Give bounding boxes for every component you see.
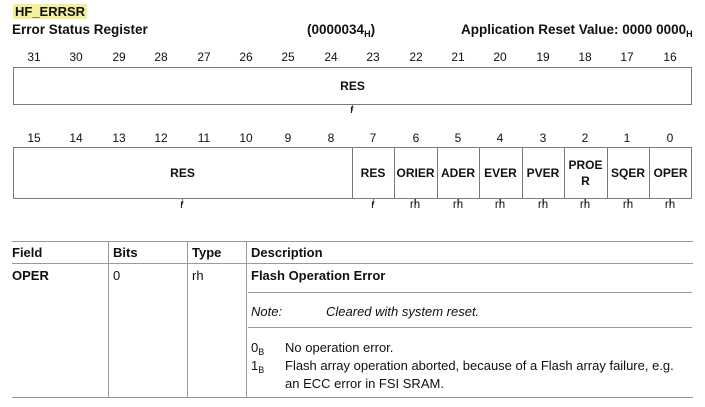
table-header-description: Description bbox=[251, 245, 323, 260]
bit-number: 9 bbox=[284, 131, 292, 145]
bit-number: 10 bbox=[239, 131, 253, 145]
field-res-upper: RES bbox=[340, 79, 365, 93]
bit-number: 22 bbox=[409, 50, 423, 64]
field-oper: OPER bbox=[653, 166, 688, 180]
reset-value: Application Reset Value: 0000 $0000_H$ bbox=[461, 22, 693, 39]
access-oper: rh bbox=[664, 199, 676, 211]
bit-number: 23 bbox=[366, 50, 380, 64]
note-bottom-rule bbox=[248, 327, 692, 328]
access-res-lower: r bbox=[180, 199, 184, 211]
table-column-divider bbox=[246, 241, 247, 398]
value-1-label: $1_B$ bbox=[251, 358, 265, 375]
access-ever: rh bbox=[494, 199, 506, 211]
field-res-lower: RES bbox=[170, 166, 195, 180]
bit-number: 15 bbox=[27, 131, 41, 145]
access-pver: rh bbox=[537, 199, 549, 211]
table-cell-field: OPER bbox=[12, 268, 49, 283]
description-title: Flash Operation Error bbox=[251, 268, 386, 283]
bit-number: 30 bbox=[69, 50, 83, 64]
access-proer: rh bbox=[579, 199, 591, 211]
table-header-rule bbox=[12, 263, 693, 264]
bit-number: 8 bbox=[327, 131, 335, 145]
value-0-text: No operation error. bbox=[285, 340, 394, 355]
bit-number: 7 bbox=[369, 131, 377, 145]
bit-number: 19 bbox=[536, 50, 550, 64]
bit-number: 0 bbox=[666, 131, 674, 145]
field-ader: ADER bbox=[440, 166, 475, 180]
bit-number: 21 bbox=[451, 50, 465, 64]
bit-number: 17 bbox=[620, 50, 634, 64]
register-short-name: HF_ERRSR bbox=[15, 4, 86, 19]
bit-number: 5 bbox=[454, 131, 462, 145]
table-header-type: Type bbox=[192, 245, 222, 260]
bit-number: 14 bbox=[69, 131, 83, 145]
bit-number: 20 bbox=[493, 50, 507, 64]
table-column-divider bbox=[108, 241, 109, 398]
field-res-bit7: RES bbox=[360, 166, 386, 180]
bit-number: 18 bbox=[578, 50, 592, 64]
value-0-label: $0_B$ bbox=[251, 340, 265, 357]
bit-number: 1 bbox=[623, 131, 631, 145]
bit-number: 29 bbox=[112, 50, 126, 64]
access-ader: rh bbox=[452, 199, 464, 211]
value-1-text-line1: Flash array operation aborted, because of a Flash array failure, e.g. bbox=[285, 358, 674, 373]
bit-number: 13 bbox=[112, 131, 126, 145]
bit-number: 16 bbox=[663, 50, 677, 64]
access-res-bit7: r bbox=[371, 199, 375, 211]
bit-number: 6 bbox=[412, 131, 420, 145]
note-top-rule bbox=[248, 292, 692, 293]
bit-number: 26 bbox=[239, 50, 253, 64]
table-header-bits: Bits bbox=[113, 245, 138, 260]
bit-number: 27 bbox=[197, 50, 211, 64]
bit-number: 31 bbox=[27, 50, 41, 64]
field-sqer: SQER bbox=[610, 166, 645, 180]
note-label: Note: bbox=[251, 304, 283, 319]
bit-number: 12 bbox=[154, 131, 168, 145]
bit-number: 11 bbox=[197, 131, 211, 145]
access-res-upper: r bbox=[350, 104, 354, 116]
bit-number: 25 bbox=[281, 50, 295, 64]
bit-number: 24 bbox=[324, 50, 338, 64]
table-header-field: Field bbox=[12, 245, 43, 260]
bit-number: 3 bbox=[539, 131, 547, 145]
bit-number: 2 bbox=[581, 131, 589, 145]
field-proer: PROE R bbox=[568, 158, 603, 188]
access-orier: rh bbox=[409, 199, 421, 211]
register-address: $(0000034_H)$ bbox=[307, 22, 376, 39]
table-column-divider bbox=[187, 241, 188, 398]
field-pver: PVER bbox=[526, 166, 560, 180]
bit-number: 4 bbox=[496, 131, 504, 145]
table-cell-bits: 0 bbox=[113, 268, 121, 283]
table-top-rule bbox=[12, 241, 693, 242]
register-name: Error Status Register bbox=[12, 22, 148, 37]
value-1-text-line2: an ECC error in FSI SRAM. bbox=[285, 376, 444, 391]
field-orier: ORIER bbox=[396, 166, 435, 180]
note-text: Cleared with system reset. bbox=[326, 304, 480, 319]
field-ever: EVER bbox=[484, 166, 517, 180]
bit-number: 28 bbox=[154, 50, 168, 64]
table-bottom-rule bbox=[12, 397, 693, 398]
table-cell-type: rh bbox=[192, 268, 204, 283]
access-sqer: rh bbox=[622, 199, 634, 211]
